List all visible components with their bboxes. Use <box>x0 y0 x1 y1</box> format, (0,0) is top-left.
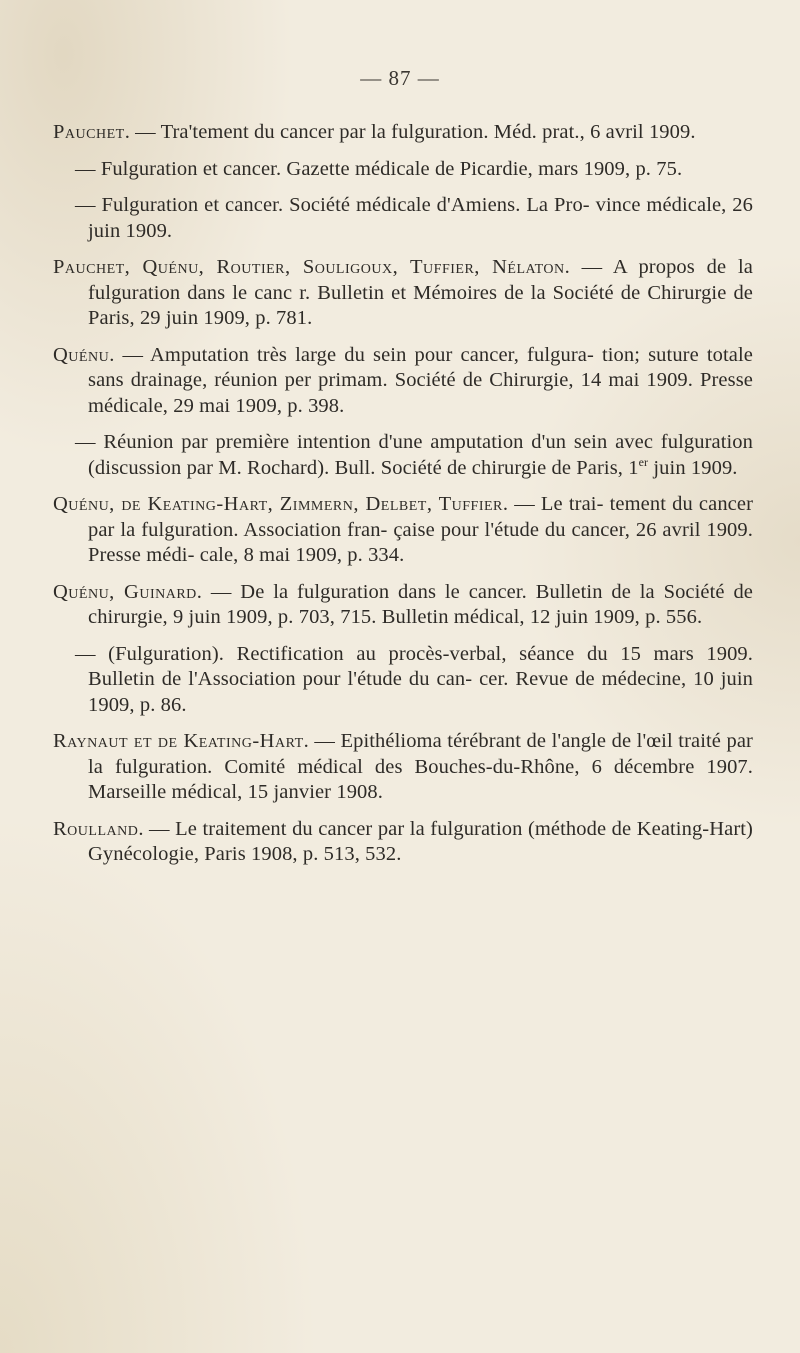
entry-text: . — Le traitement du cancer par la fulguration (méthode de Keating-Hart) Gynécologie, Paris 1908, p. 513, 532. <box>88 817 753 865</box>
entry-text: — (Fulguration). Rectification au procès-verbal, séance du 15 mars 1909. Bulletin de l'Association pour l'étude du can- cer. Revue de médecine, 10 juin 1909, p. 86. <box>75 642 753 716</box>
bibliography-list <box>53 120 753 879</box>
bibliography-entry <box>53 193 753 244</box>
entry-text: — Réunion par première intention d'une amputation d'un sein avec fulguration (discussion par M. Rochard). Bull. Société de chirurgie de Paris, <box>75 431 753 479</box>
entry-text: — Fulguration et cancer. Gazette médicale de Picardie, mars 1909, p. 75. <box>75 157 683 180</box>
bibliography-entry <box>53 817 753 868</box>
bibliography-entry <box>53 120 753 146</box>
entry-text: . — De la fulguration dans le cancer. Bulletin de la Société de chirurgie, 9 juin 1909, p. 703, 715. Bulletin médical, 12 juin 1909, p. 556. <box>88 580 753 628</box>
bibliography-entry <box>53 343 753 420</box>
entry-author: Roulland <box>53 817 139 840</box>
entry-author: Quénu, Guinard <box>53 580 197 603</box>
bibliography-entry <box>53 430 753 481</box>
entry-author: Quénu, de Keating-Hart, Zimmern, Delbet, Tuffier <box>53 493 503 515</box>
entry-text: . — Amputation très large du sein pour cancer, fulgura- tion; suture totale sans drainage, réunion per primam. Société de Chirurgie, 14 mai 1909. Presse médicale, 29 mai 1909, p. 398. <box>88 343 753 417</box>
entry-text-after: juin 1909. <box>648 456 738 479</box>
entry-author: Quénu <box>53 343 110 366</box>
bibliography-entry <box>53 729 753 806</box>
bibliography-entry <box>53 157 753 183</box>
entry-text: — Fulguration et cancer. Société médicale d'Amiens. La Pro- vince médicale, 26 juin 1909. <box>75 194 753 242</box>
entry-text: . — Epithélioma térébrant de l'angle de l'œil traité par la fulguration. Comité médical des Bouches-du-Rhône, 6 décembre 1907. Marseille médical, 15 janvier 1908. <box>88 730 753 803</box>
entry-superscript: er <box>638 454 649 469</box>
entry-text: . — Le trai- tement du cancer par la fulguration. Association fran- çaise pour l'étude du cancer, 26 avril 1909. Presse médi- cale, 8 mai 1909, p. 334. <box>88 493 753 566</box>
bibliography-entry <box>53 492 753 569</box>
bibliography-entry <box>53 642 753 719</box>
entry-text: . — A propos de la fulguration dans le canc r. Bulletin et Mémoires de la Société de Chirurgie de Paris, 29 juin 1909, p. 781. <box>88 256 753 329</box>
entry-author: Pauchet <box>53 121 125 143</box>
bibliography-entry <box>53 255 753 332</box>
entry-sup-prefix: 1 <box>628 456 639 479</box>
page-number: — 87 — <box>360 66 440 90</box>
entry-author: Raynaut et de Keating-Hart <box>53 730 304 752</box>
entry-text: . — Tra'tement du cancer par la fulguration. Méd. prat., 6 avril 1909. <box>124 121 696 143</box>
bibliography-entry <box>53 580 753 631</box>
entry-author: Pauchet, Quénu, Routier, Souligoux, Tuffier, Nélaton <box>53 256 565 278</box>
